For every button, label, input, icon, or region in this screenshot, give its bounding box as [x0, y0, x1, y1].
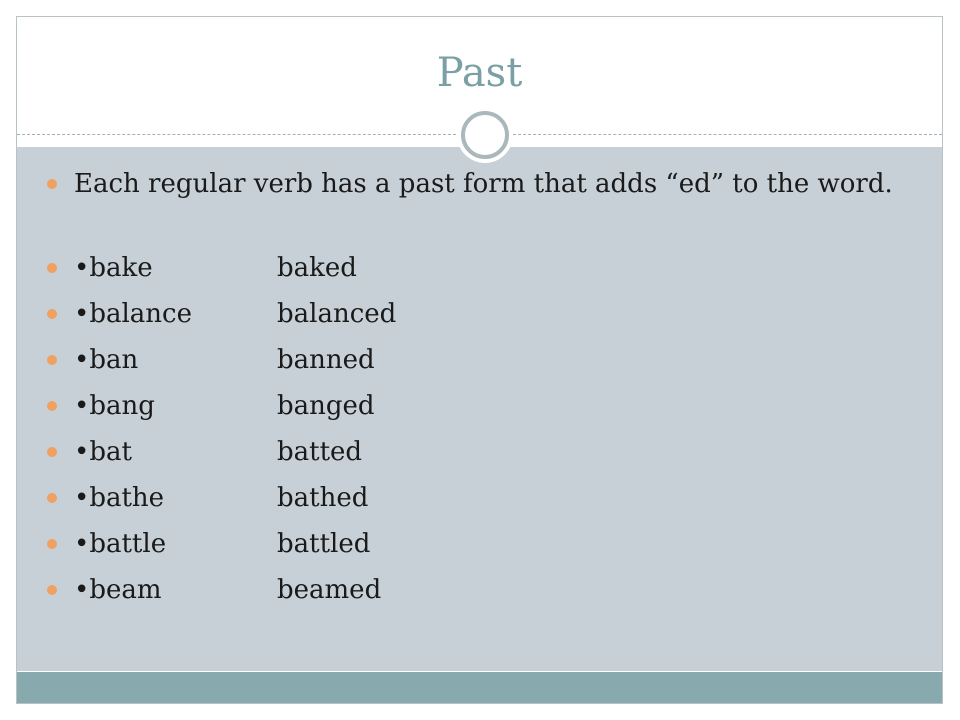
verb-past: battled — [277, 529, 371, 559]
verb-row — [47, 299, 907, 345]
verb-past: baked — [277, 253, 357, 283]
verb-row — [47, 253, 907, 299]
verb-row — [47, 437, 907, 483]
verb-row — [47, 529, 907, 575]
verb-base: •bat — [74, 437, 132, 467]
verb-row — [47, 391, 907, 437]
orange-dot-icon — [47, 179, 57, 189]
verb-base: •bang — [74, 391, 155, 421]
verb-base: •battle — [74, 529, 167, 559]
ring-icon — [461, 111, 509, 159]
orange-dot-icon — [47, 493, 57, 503]
orange-dot-icon — [47, 585, 57, 595]
intro-text: Each regular verb has a past form that adds “ed” to the word. — [74, 169, 893, 199]
footer-band — [17, 672, 942, 704]
bullet-list — [47, 169, 907, 621]
orange-dot-icon — [47, 263, 57, 273]
verb-base: •beam — [74, 575, 162, 605]
intro-bullet — [47, 169, 907, 199]
verb-base: •balance — [74, 299, 192, 329]
verb-past: balanced — [277, 299, 397, 329]
verb-base: •bake — [74, 253, 153, 283]
verb-row — [47, 575, 907, 621]
verb-past: batted — [277, 437, 363, 467]
verb-row — [47, 483, 907, 529]
orange-dot-icon — [47, 539, 57, 549]
verb-row — [47, 345, 907, 391]
orange-dot-icon — [47, 447, 57, 457]
orange-dot-icon — [47, 355, 57, 365]
verb-base: •bathe — [74, 483, 165, 513]
verb-past: banned — [277, 345, 375, 375]
orange-dot-icon — [47, 401, 57, 411]
verb-past: beamed — [277, 575, 382, 605]
verb-past: banged — [277, 391, 375, 421]
slide-title: Past — [436, 50, 523, 96]
verb-base: •ban — [74, 345, 139, 375]
slide — [16, 16, 943, 704]
orange-dot-icon — [47, 309, 57, 319]
verb-past: bathed — [277, 483, 369, 513]
